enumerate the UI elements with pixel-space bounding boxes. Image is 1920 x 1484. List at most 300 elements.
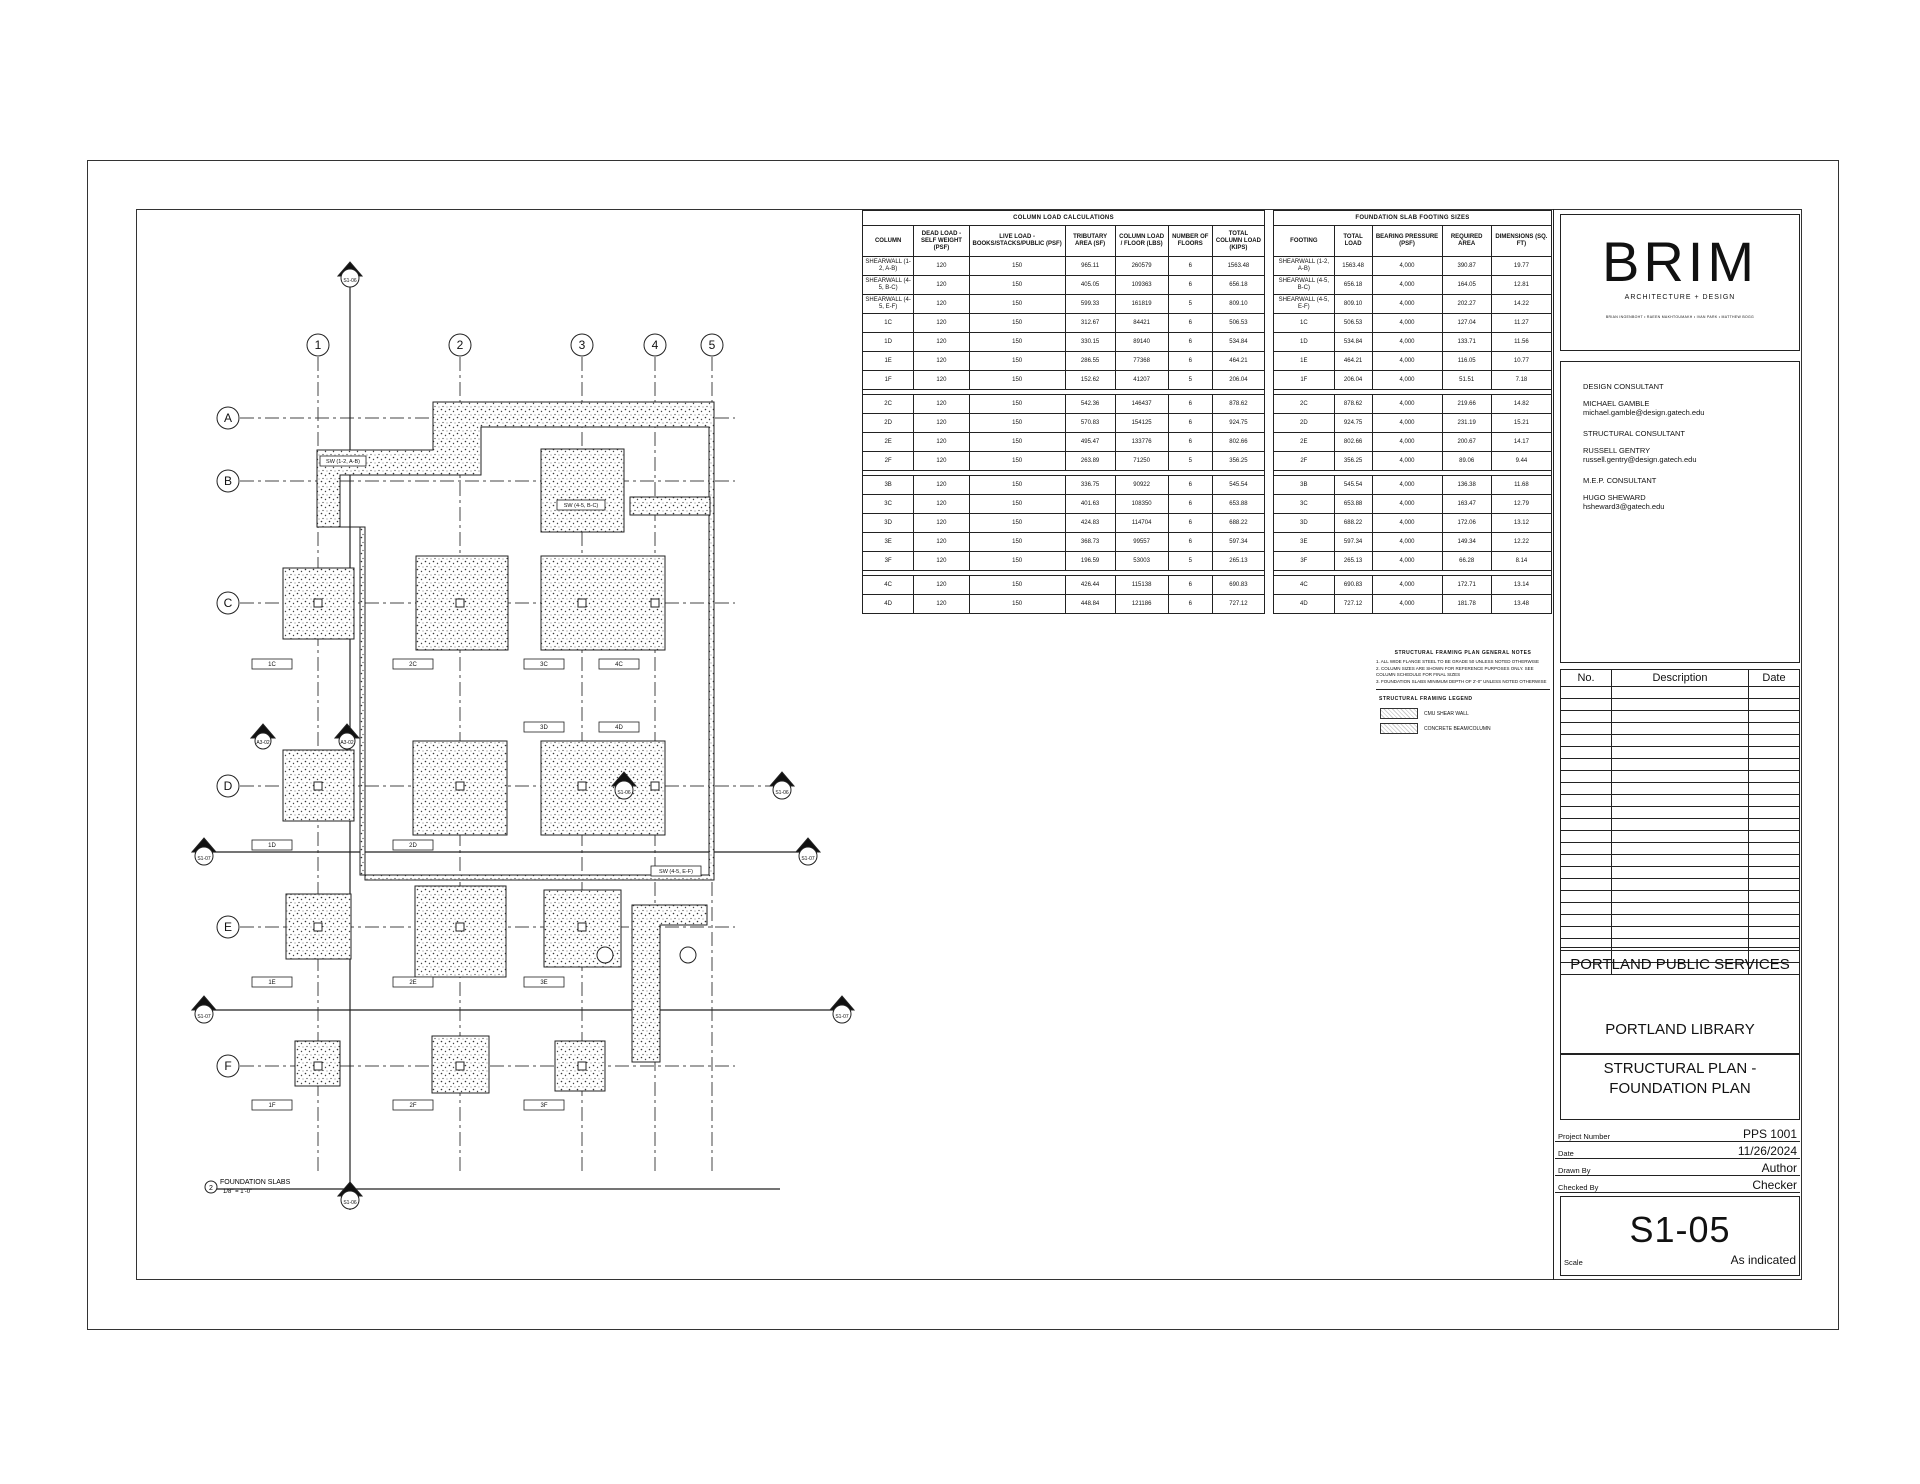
table-cell: 84421 bbox=[1115, 314, 1168, 333]
table-cell: 965.11 bbox=[1065, 257, 1115, 276]
table-cell: 120 bbox=[914, 495, 969, 514]
wall-tag-1: SW (1-2, A-B) bbox=[326, 459, 360, 465]
table-row bbox=[1274, 276, 1552, 295]
table-row bbox=[863, 495, 1265, 514]
table-cell: 542.36 bbox=[1065, 395, 1115, 414]
table-row bbox=[1274, 533, 1552, 552]
table-cell: 13.14 bbox=[1491, 576, 1551, 595]
table-cell: 120 bbox=[914, 276, 969, 295]
ftg-header-footing: FOOTING bbox=[1274, 226, 1335, 257]
footing-tag-4C: 4C bbox=[615, 662, 623, 668]
consultant-role: DESIGN CONSULTANT bbox=[1583, 382, 1664, 391]
grid-label-A: A bbox=[223, 411, 233, 425]
table-cell: 4,000 bbox=[1372, 257, 1442, 276]
table-cell: 13.12 bbox=[1491, 514, 1551, 533]
consultant-role: STRUCTURAL CONSULTANT bbox=[1583, 429, 1685, 438]
table-row bbox=[863, 414, 1265, 433]
footing-tag-4D: 4D bbox=[615, 725, 623, 731]
col-header-dead-load: DEAD LOAD - SELF WEIGHT (PSF) bbox=[914, 226, 969, 257]
general-notes bbox=[1376, 650, 1550, 734]
table-cell: 6 bbox=[1168, 276, 1212, 295]
table-cell: 464.21 bbox=[1212, 352, 1264, 371]
table-row bbox=[863, 371, 1265, 390]
table-row bbox=[863, 514, 1265, 533]
table-row bbox=[863, 576, 1265, 595]
table-row bbox=[1274, 371, 1552, 390]
table-row bbox=[1274, 352, 1552, 371]
table-cell: 12.22 bbox=[1491, 533, 1551, 552]
table-cell: 506.53 bbox=[1334, 314, 1372, 333]
table-cell: 41207 bbox=[1115, 371, 1168, 390]
table-cell: 19.77 bbox=[1491, 257, 1551, 276]
meta-value: 11/26/2024 bbox=[1737, 1144, 1797, 1158]
table-cell: 1E bbox=[863, 352, 914, 371]
note-item: 3. FOUNDATION SLABS MINIMUM DEPTH OF 2'-0" UNLESS NOTED OTHERWISE bbox=[1376, 679, 1547, 684]
table-cell: 4,000 bbox=[1372, 314, 1442, 333]
table-cell: 4,000 bbox=[1372, 476, 1442, 495]
table-cell: 149.34 bbox=[1442, 533, 1491, 552]
table-cell: 426.44 bbox=[1065, 576, 1115, 595]
table-cell: 688.22 bbox=[1212, 514, 1264, 533]
table-row bbox=[1274, 576, 1552, 595]
consultant-name: RUSSELL GENTRY bbox=[1583, 446, 1651, 455]
meta-key: Project Number bbox=[1558, 1132, 1611, 1141]
ftg-header-bearing: BEARING PRESSURE (PSF) bbox=[1372, 226, 1442, 257]
table-cell: 146437 bbox=[1115, 395, 1168, 414]
wall-tag-2: SW (4-5, B-C) bbox=[563, 503, 599, 509]
revision-row bbox=[1561, 699, 1800, 711]
notes-title: STRUCTURAL FRAMING PLAN GENERAL NOTES bbox=[1394, 650, 1532, 656]
table-cell: 11.68 bbox=[1491, 476, 1551, 495]
revision-row bbox=[1561, 807, 1800, 819]
table-row bbox=[863, 395, 1265, 414]
table-cell: 656.18 bbox=[1212, 276, 1264, 295]
table-cell: 6 bbox=[1168, 476, 1212, 495]
table-cell: 150 bbox=[969, 433, 1065, 452]
table-cell: 802.66 bbox=[1212, 433, 1264, 452]
revision-row bbox=[1561, 771, 1800, 783]
revision-row bbox=[1561, 867, 1800, 879]
col-header-column: COLUMN bbox=[863, 226, 914, 257]
revisions-table bbox=[1560, 669, 1800, 975]
table-cell: 4C bbox=[1274, 576, 1335, 595]
table-cell: SHEARWALL (4-5, E-F) bbox=[1274, 295, 1335, 314]
table-cell: 53003 bbox=[1115, 552, 1168, 571]
table-cell: 150 bbox=[969, 333, 1065, 352]
table-cell: 6 bbox=[1168, 533, 1212, 552]
table-cell: 127.04 bbox=[1442, 314, 1491, 333]
table-cell: 506.53 bbox=[1212, 314, 1264, 333]
table-cell: 3E bbox=[1274, 533, 1335, 552]
table-row bbox=[863, 352, 1265, 371]
table-cell: 51.51 bbox=[1442, 371, 1491, 390]
table-cell: 4,000 bbox=[1372, 414, 1442, 433]
table-cell: 109363 bbox=[1115, 276, 1168, 295]
section-tag-right-2: S1-07 bbox=[835, 1014, 849, 1020]
meta-project-number bbox=[1555, 1125, 1800, 1142]
footing-tag-2D: 2D bbox=[409, 843, 417, 849]
col-header-live-load: LIVE LOAD - BOOKS/STACKS/PUBLIC (PSF) bbox=[969, 226, 1065, 257]
consultant-name: HUGO SHEWARD bbox=[1583, 493, 1646, 502]
table-cell: 120 bbox=[914, 333, 969, 352]
table-cell: 3D bbox=[1274, 514, 1335, 533]
footing-tag-3D: 3D bbox=[540, 725, 548, 731]
table-row bbox=[1274, 495, 1552, 514]
table-row bbox=[863, 276, 1265, 295]
table-cell: 150 bbox=[969, 533, 1065, 552]
table-cell: 597.34 bbox=[1212, 533, 1264, 552]
table-cell: 10.77 bbox=[1491, 352, 1551, 371]
table-row bbox=[1274, 314, 1552, 333]
table-cell: 90922 bbox=[1115, 476, 1168, 495]
table-cell: 115138 bbox=[1115, 576, 1168, 595]
footing-tag-1D: 1D bbox=[268, 843, 276, 849]
table-cell: 172.06 bbox=[1442, 514, 1491, 533]
table-cell: 120 bbox=[914, 314, 969, 333]
table-cell: 121186 bbox=[1115, 595, 1168, 614]
legend-label-cmu: CMU SHEAR WALL bbox=[1424, 710, 1469, 717]
table-row bbox=[863, 533, 1265, 552]
table-cell: 133776 bbox=[1115, 433, 1168, 452]
table-cell: 120 bbox=[914, 295, 969, 314]
meta-checked-by bbox=[1555, 1176, 1800, 1193]
table-cell: 14.17 bbox=[1491, 433, 1551, 452]
table-cell: 11.27 bbox=[1491, 314, 1551, 333]
table-cell: 150 bbox=[969, 495, 1065, 514]
consultant-design bbox=[1583, 382, 1799, 417]
sheet-title-box bbox=[1560, 1054, 1800, 1120]
table-cell: 2C bbox=[1274, 395, 1335, 414]
table-cell: 3C bbox=[863, 495, 914, 514]
table-cell: 653.88 bbox=[1212, 495, 1264, 514]
table-cell: SHEARWALL (4-5, B-C) bbox=[863, 276, 914, 295]
consultant-email[interactable]: michael.gamble@design.gatech.edu bbox=[1583, 408, 1705, 417]
table-cell: 150 bbox=[969, 395, 1065, 414]
revision-row bbox=[1561, 687, 1800, 699]
table-cell: 120 bbox=[914, 395, 969, 414]
table-cell: 924.75 bbox=[1212, 414, 1264, 433]
table-row bbox=[1274, 452, 1552, 471]
table-cell: 727.12 bbox=[1212, 595, 1264, 614]
table-row bbox=[1274, 257, 1552, 276]
revision-row bbox=[1561, 843, 1800, 855]
table-cell: 202.27 bbox=[1442, 295, 1491, 314]
revision-row bbox=[1561, 711, 1800, 723]
table-cell: 120 bbox=[914, 433, 969, 452]
table-cell: 89.06 bbox=[1442, 452, 1491, 471]
table-cell: 6 bbox=[1168, 414, 1212, 433]
sheet-number: S1-05 bbox=[1629, 1209, 1731, 1250]
table-cell: 3F bbox=[863, 552, 914, 571]
footing-tag-1C: 1C bbox=[268, 662, 276, 668]
consultant-name: MICHAEL GAMBLE bbox=[1583, 399, 1650, 408]
table-row bbox=[1274, 476, 1552, 495]
table-cell: 2D bbox=[1274, 414, 1335, 433]
revision-row bbox=[1561, 795, 1800, 807]
consultant-email[interactable]: hsheward3@gatech.edu bbox=[1583, 502, 1665, 511]
table-cell: 206.04 bbox=[1212, 371, 1264, 390]
table-row bbox=[863, 595, 1265, 614]
rev-header-date: Date bbox=[1749, 670, 1800, 687]
table-cell: 2E bbox=[1274, 433, 1335, 452]
table-row bbox=[1274, 514, 1552, 533]
table-cell: 3F bbox=[1274, 552, 1335, 571]
table-cell: 6 bbox=[1168, 352, 1212, 371]
table-cell: 5 bbox=[1168, 371, 1212, 390]
table-row bbox=[1274, 395, 1552, 414]
table-cell: 150 bbox=[969, 552, 1065, 571]
section-tag-left-1: S1-07 bbox=[197, 856, 211, 862]
table-cell: 924.75 bbox=[1334, 414, 1372, 433]
footing-tag-2E: 2E bbox=[409, 980, 417, 986]
table-cell: 4D bbox=[1274, 595, 1335, 614]
table-row bbox=[1274, 433, 1552, 452]
table-cell: 809.10 bbox=[1334, 295, 1372, 314]
table-cell: 196.59 bbox=[1065, 552, 1115, 571]
table-row bbox=[1274, 595, 1552, 614]
table-cell: 4C bbox=[863, 576, 914, 595]
table-cell: 405.05 bbox=[1065, 276, 1115, 295]
grid-label-E: E bbox=[223, 920, 233, 934]
table-cell: 2E bbox=[863, 433, 914, 452]
table-cell: 150 bbox=[969, 514, 1065, 533]
table-cell: 6 bbox=[1168, 576, 1212, 595]
table-cell: 11.56 bbox=[1491, 333, 1551, 352]
table-cell: 312.67 bbox=[1065, 314, 1115, 333]
table-cell: 3C bbox=[1274, 495, 1335, 514]
section-tag-a302-1: A3-02 bbox=[256, 740, 270, 746]
table-row bbox=[863, 333, 1265, 352]
table-cell: 8.14 bbox=[1491, 552, 1551, 571]
grid-label-D: D bbox=[223, 779, 233, 793]
column-load-table bbox=[862, 210, 1265, 614]
table-cell: 133.71 bbox=[1442, 333, 1491, 352]
footing-tag-1F: 1F bbox=[268, 1103, 276, 1109]
table-cell: 401.63 bbox=[1065, 495, 1115, 514]
table-cell: 263.89 bbox=[1065, 452, 1115, 471]
table-cell: 99557 bbox=[1115, 533, 1168, 552]
sheet-metadata bbox=[1555, 1125, 1800, 1193]
table-cell: 120 bbox=[914, 533, 969, 552]
meta-value: PPS 1001 bbox=[1742, 1127, 1797, 1141]
table-cell: SHEARWALL (4-5, B-C) bbox=[1274, 276, 1335, 295]
revision-row bbox=[1561, 735, 1800, 747]
table-cell: 727.12 bbox=[1334, 595, 1372, 614]
table-cell: 120 bbox=[914, 595, 969, 614]
col-header-trib-area: TRIBUTARY AREA (SF) bbox=[1065, 226, 1115, 257]
column-load-title: COLUMN LOAD CALCULATIONS bbox=[862, 210, 1265, 225]
table-cell: 260579 bbox=[1115, 257, 1168, 276]
table-cell: 120 bbox=[914, 352, 969, 371]
revision-row bbox=[1561, 783, 1800, 795]
table-cell: 150 bbox=[969, 257, 1065, 276]
table-cell: 1E bbox=[1274, 352, 1335, 371]
note-item: 2. COLUMN SIZES ARE SHOWN FOR REFERENCE PURPOSES ONLY. SEE COLUMN SCHEDULE FOR FINAL SIZES bbox=[1376, 666, 1534, 677]
firm-subtitle: ARCHITECTURE + DESIGN bbox=[1624, 294, 1736, 301]
table-cell: 108350 bbox=[1115, 495, 1168, 514]
foundation-walls bbox=[317, 402, 714, 1062]
scale-row bbox=[1561, 1253, 1799, 1267]
table-cell: 4D bbox=[863, 595, 914, 614]
table-cell: 6 bbox=[1168, 495, 1212, 514]
revision-row bbox=[1561, 759, 1800, 771]
footing-tag-2C: 2C bbox=[409, 662, 417, 668]
grid-label-C: C bbox=[223, 596, 233, 610]
table-row bbox=[1274, 333, 1552, 352]
sheet-number-box bbox=[1560, 1196, 1800, 1276]
table-cell: 150 bbox=[969, 295, 1065, 314]
table-cell: 2F bbox=[1274, 452, 1335, 471]
footing-tag-3E: 3E bbox=[540, 980, 548, 986]
table-cell: 120 bbox=[914, 452, 969, 471]
revision-row bbox=[1561, 927, 1800, 939]
ftg-header-dimensions: DIMENSIONS (SQ. FT) bbox=[1491, 226, 1551, 257]
table-cell: 6 bbox=[1168, 257, 1212, 276]
table-cell: 390.87 bbox=[1442, 257, 1491, 276]
table-cell: 150 bbox=[969, 276, 1065, 295]
grid-label-1: 1 bbox=[314, 338, 322, 352]
table-cell: 150 bbox=[969, 414, 1065, 433]
table-cell: 690.83 bbox=[1334, 576, 1372, 595]
footings bbox=[283, 449, 665, 1093]
grid-label-4: 4 bbox=[651, 338, 659, 352]
table-cell: 1563.48 bbox=[1212, 257, 1264, 276]
legend-swatch-concrete bbox=[1380, 723, 1418, 734]
ftg-header-required-area: REQUIRED AREA bbox=[1442, 226, 1491, 257]
table-cell: 4,000 bbox=[1372, 595, 1442, 614]
view-number: 2 bbox=[209, 1185, 213, 1192]
footing-tag-2F: 2F bbox=[409, 1103, 417, 1109]
table-cell: 150 bbox=[969, 476, 1065, 495]
section-tag-left-2: S1-07 bbox=[197, 1014, 211, 1020]
table-cell: 172.71 bbox=[1442, 576, 1491, 595]
section-tag-d-mid: S1-06 bbox=[617, 790, 631, 796]
table-cell: 4,000 bbox=[1372, 333, 1442, 352]
grid-label-3: 3 bbox=[578, 338, 586, 352]
view-scale: 1/8" = 1'-0" bbox=[223, 1189, 253, 1195]
footing-tag-3C: 3C bbox=[540, 662, 548, 668]
consultant-structural bbox=[1583, 429, 1799, 464]
section-tag-a302-2: A3-02 bbox=[340, 740, 354, 746]
revision-row bbox=[1561, 855, 1800, 867]
table-cell: 424.83 bbox=[1065, 514, 1115, 533]
table-cell: 1C bbox=[863, 314, 914, 333]
table-cell: 1563.48 bbox=[1334, 257, 1372, 276]
table-row bbox=[863, 257, 1265, 276]
revision-row bbox=[1561, 831, 1800, 843]
table-row bbox=[863, 433, 1265, 452]
table-cell: 3E bbox=[863, 533, 914, 552]
table-cell: 1C bbox=[1274, 314, 1335, 333]
table-cell: 534.84 bbox=[1334, 333, 1372, 352]
table-row bbox=[1274, 295, 1552, 314]
col-header-load-floor: COLUMN LOAD / FLOOR (LBS) bbox=[1115, 226, 1168, 257]
table-cell: 330.15 bbox=[1065, 333, 1115, 352]
revision-row bbox=[1561, 891, 1800, 903]
table-cell: 4,000 bbox=[1372, 433, 1442, 452]
revision-row bbox=[1561, 747, 1800, 759]
table-cell: 570.83 bbox=[1065, 414, 1115, 433]
revisions-box bbox=[1560, 669, 1800, 942]
table-cell: 2F bbox=[863, 452, 914, 471]
table-cell: 163.47 bbox=[1442, 495, 1491, 514]
table-cell: 231.19 bbox=[1442, 414, 1491, 433]
footing-table-title: FOUNDATION SLAB FOOTING SIZES bbox=[1273, 210, 1552, 225]
table-cell: 4,000 bbox=[1372, 495, 1442, 514]
section-tag-d-right: S1-06 bbox=[775, 790, 789, 796]
section-tag-top: S1-06 bbox=[343, 278, 357, 284]
meta-date bbox=[1555, 1142, 1800, 1159]
table-cell: 6 bbox=[1168, 433, 1212, 452]
table-cell: 690.83 bbox=[1212, 576, 1264, 595]
ftg-header-total-load: TOTAL LOAD bbox=[1334, 226, 1372, 257]
table-cell: 356.25 bbox=[1212, 452, 1264, 471]
table-cell: 120 bbox=[914, 476, 969, 495]
grid-label-F: F bbox=[224, 1059, 232, 1073]
table-cell: 152.62 bbox=[1065, 371, 1115, 390]
legend-title: STRUCTURAL FRAMING LEGEND bbox=[1379, 696, 1473, 702]
table-cell: 6 bbox=[1168, 595, 1212, 614]
client-name: PORTLAND PUBLIC SERVICES bbox=[1570, 956, 1790, 973]
table-cell: 4,000 bbox=[1372, 352, 1442, 371]
table-cell: 6 bbox=[1168, 333, 1212, 352]
table-cell: 802.66 bbox=[1334, 433, 1372, 452]
table-cell: 116.05 bbox=[1442, 352, 1491, 371]
table-cell: 3D bbox=[863, 514, 914, 533]
table-cell: 4,000 bbox=[1372, 576, 1442, 595]
table-cell: 878.62 bbox=[1334, 395, 1372, 414]
meta-value: Author bbox=[1761, 1161, 1797, 1175]
revision-row bbox=[1561, 819, 1800, 831]
table-cell: 13.48 bbox=[1491, 595, 1551, 614]
table-cell: 3B bbox=[863, 476, 914, 495]
project-info-box bbox=[1560, 947, 1800, 1054]
table-cell: 161819 bbox=[1115, 295, 1168, 314]
table-row bbox=[1274, 414, 1552, 433]
table-cell: 71250 bbox=[1115, 452, 1168, 471]
table-cell: 2C bbox=[863, 395, 914, 414]
table-cell: 597.34 bbox=[1334, 533, 1372, 552]
table-cell: 4,000 bbox=[1372, 452, 1442, 471]
table-cell: 448.84 bbox=[1065, 595, 1115, 614]
footing-tag-3F: 3F bbox=[540, 1103, 548, 1109]
table-cell: 12.81 bbox=[1491, 276, 1551, 295]
table-cell: 1D bbox=[1274, 333, 1335, 352]
table-cell: 4,000 bbox=[1372, 295, 1442, 314]
table-cell: 3B bbox=[1274, 476, 1335, 495]
table-cell: 5 bbox=[1168, 552, 1212, 571]
firm-logo: BRIM bbox=[1602, 230, 1758, 293]
consultants-box bbox=[1560, 361, 1800, 663]
table-cell: 6 bbox=[1168, 395, 1212, 414]
table-cell: 150 bbox=[969, 371, 1065, 390]
table-cell: 534.84 bbox=[1212, 333, 1264, 352]
table-cell: 265.13 bbox=[1334, 552, 1372, 571]
table-cell: 4,000 bbox=[1372, 514, 1442, 533]
table-cell: 77368 bbox=[1115, 352, 1168, 371]
table-cell: 120 bbox=[914, 576, 969, 595]
table-cell: 206.04 bbox=[1334, 371, 1372, 390]
table-cell: 6 bbox=[1168, 314, 1212, 333]
table-cell: 4,000 bbox=[1372, 395, 1442, 414]
consultant-email[interactable]: russell.gentry@design.gatech.edu bbox=[1583, 455, 1697, 464]
table-cell: 7.18 bbox=[1491, 371, 1551, 390]
col-header-floors: NUMBER OF FLOORS bbox=[1168, 226, 1212, 257]
table-cell: 120 bbox=[914, 514, 969, 533]
table-cell: 120 bbox=[914, 257, 969, 276]
table-row bbox=[863, 476, 1265, 495]
table-cell: 120 bbox=[914, 552, 969, 571]
